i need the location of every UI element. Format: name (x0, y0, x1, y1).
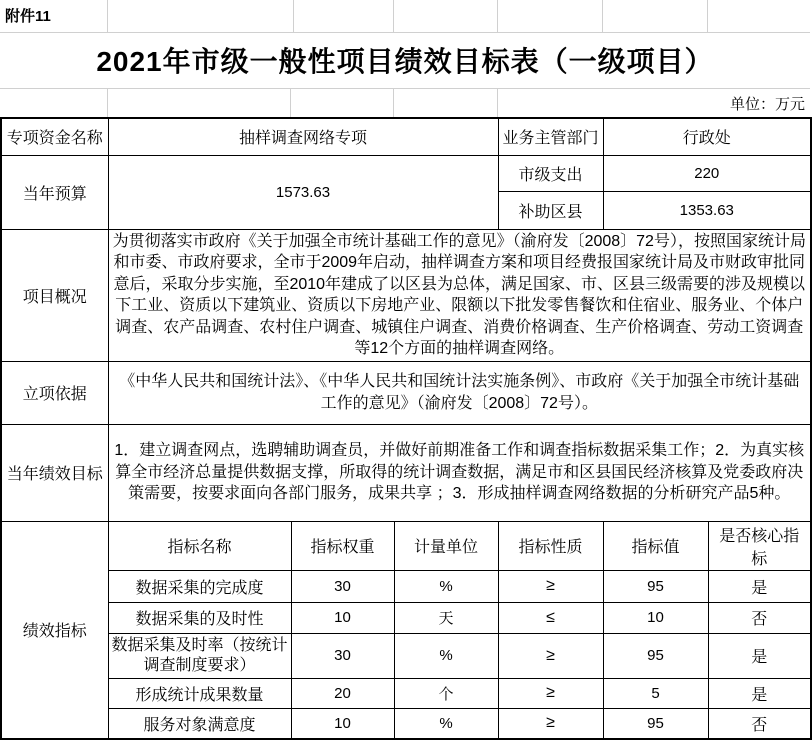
indicator-name: 数据采集的及时性 (108, 602, 291, 633)
indicator-name: 形成统计成果数量 (108, 678, 291, 708)
indicators-section-label-cell: 绩效指标 (1, 521, 108, 739)
indicator-row (1, 708, 811, 739)
indicator-nature: ≥ (498, 708, 603, 739)
overview-text-cell: 为贯彻落实市政府《关于加强全市统计基础工作的意见》（渝府发〔2008〕72号），按照国家统计局和市委、市政府要求，全市于2009年启动，抽样调查方案和项目经费报国家统计局及市财政审批同意后，采取分步实施，至2010年建成了以区县为总体，满足国家、市、区县三级需要的涉及规模以下工业、资质以下建筑业、资质以下房地产业、限额以下批发零售餐饮和住宿业、服务业、个体户调查、农产品调查、农村住户调查、城镇住户调查、消费价格调查、生产价格调查、劳动工资调查等12个方面的抽样调查网络。 (108, 229, 811, 361)
city-expense-label-cell: 市级支出 (498, 155, 603, 191)
indicator-name: 数据采集及时率（按统计调查制度要求） (108, 633, 291, 678)
indicator-unit: % (394, 708, 498, 739)
indicator-unit: % (394, 570, 498, 602)
target-text-cell: 1．建立调查网点，选聘辅助调查员，并做好前期准备工作和调查指标数据采集工作；2．为真实核算全市经济总量提供数据支撑，所取得的统计调查数据，满足市和区县国民经济核算及党委政府决策需要，按要求面向各部门服务，成果共享 ；3．形成抽样调查网络数据的分析研究产品5种。 (108, 424, 811, 521)
indicator-name: 服务对象满意度 (108, 708, 291, 739)
main-table (0, 117, 812, 740)
overview-label-cell: 项目概况 (1, 229, 108, 361)
indicator-nature: ≥ (498, 678, 603, 708)
indicator-weight: 10 (291, 602, 394, 633)
indicator-weight: 20 (291, 678, 394, 708)
indicator-header-nature: 指标性质 (498, 521, 603, 570)
indicator-unit: % (394, 633, 498, 678)
indicator-core: 否 (708, 602, 811, 633)
fund-name-value-cell: 抽样调查网络专项 (108, 118, 498, 155)
fund-name-label-cell: 专项资金名称 (1, 118, 108, 155)
indicator-weight: 30 (291, 633, 394, 678)
indicator-header-value: 指标值 (603, 521, 708, 570)
budget-value-cell: 1573.63 (108, 155, 498, 229)
indicator-weight: 10 (291, 708, 394, 739)
indicator-value: 5 (603, 678, 708, 708)
budget-label-cell: 当年预算 (1, 155, 108, 229)
indicator-core: 是 (708, 570, 811, 602)
subsidy-label-cell: 补助区县 (498, 191, 603, 229)
dept-value-cell: 行政处 (603, 118, 811, 155)
indicator-unit: 天 (394, 602, 498, 633)
indicator-header-name: 指标名称 (108, 521, 291, 570)
city-expense-value-cell: 220 (603, 155, 811, 191)
indicator-row (1, 570, 811, 602)
gridline (707, 0, 708, 32)
indicator-row (1, 678, 811, 708)
basis-label-cell: 立项依据 (1, 361, 108, 424)
indicator-nature: ≥ (498, 633, 603, 678)
indicator-core: 是 (708, 678, 811, 708)
page-title: 2021年市级一般性项目绩效目标表（一级项目） (96, 46, 714, 77)
indicator-value: 95 (603, 708, 708, 739)
gridline (602, 0, 603, 32)
indicator-header-weight: 指标权重 (291, 521, 394, 570)
indicator-weight: 30 (291, 570, 394, 602)
gridline (107, 0, 108, 32)
indicator-name: 数据采集的完成度 (108, 570, 291, 602)
attachment-label: 附件11 (5, 8, 51, 25)
indicator-value: 95 (603, 570, 708, 602)
indicator-core: 否 (708, 708, 811, 739)
dept-label-cell: 业务主管部门 (498, 118, 603, 155)
indicator-value: 10 (603, 602, 708, 633)
indicator-header-unit: 计量单位 (394, 521, 498, 570)
indicator-core: 是 (708, 633, 811, 678)
indicator-nature: ≥ (498, 570, 603, 602)
gridline (497, 0, 498, 32)
target-label-cell: 当年绩效目标 (1, 424, 108, 521)
top-band (0, 0, 810, 117)
unit-note: 单位：万元 (729, 96, 805, 113)
indicator-row (1, 633, 811, 678)
indicator-value: 95 (603, 633, 708, 678)
indicator-header-core: 是否核心指标 (708, 521, 811, 570)
indicator-nature: ≤ (498, 602, 603, 633)
indicator-unit: 个 (394, 678, 498, 708)
gridline (393, 0, 394, 32)
indicator-row (1, 602, 811, 633)
subsidy-value-cell: 1353.63 (603, 191, 811, 229)
basis-text-cell: 《中华人民共和国统计法》、《中华人民共和国统计法实施条例》、市政府《关于加强全市统计基础工作的意见》（渝府发〔2008〕72号）。 (108, 361, 811, 424)
gridline (293, 0, 294, 32)
